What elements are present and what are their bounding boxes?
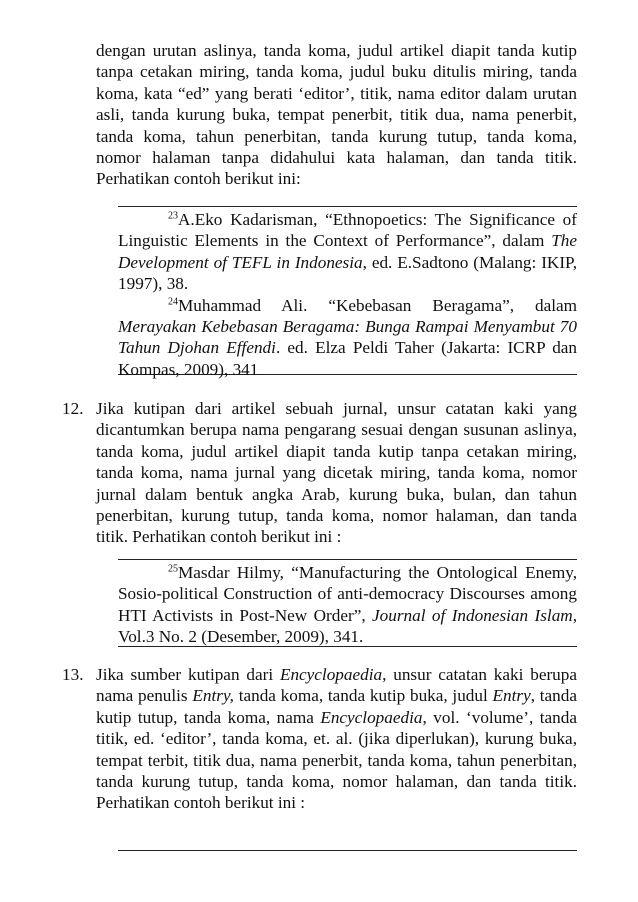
list-item-13 [96, 664, 577, 814]
intro-paragraph: dengan urutan aslinya, tanda koma, judul artikel diapit tanda kutip tanpa cetakan miring, tanda koma, judul buku ditulis miring, tanda koma, kata “ed” yang berati ‘editor’, titik, nama editor dalam urutan asli, tanda kurung buka, tempat penerbit, titik dua, nama penerbit, tanda koma, tahun penerbitan, tanda kurung tutup, tanda koma, nomor halaman tanpa didahului kata halaman, dan tanda titik. Perhatikan contoh berikut ini: [96, 41, 577, 189]
footnote-text: A.Eko Kadarisman, “Ethnopoetics: The Significance of Linguistic Elements in the Context of Performance”, dalam [118, 210, 577, 251]
footnote-text: , Vol.3 No. 2 (Desember, 2009), 341. [118, 605, 577, 647]
list-item-12: Jika kutipan dari artikel sebuah jurnal, unsur catatan kaki yang dicantumkan berupa nama pengarang sesuai dengan susunan aslinya, tanda koma, judul artikel diapit tanda kutip tanpa cetakan miring, tanda koma, nama jurnal yang dicetak miring, tanda koma, nomor jurnal dalam bentuk angka Arab, kurung buka, bulan, dan tahun penerbitan, kurung tutup, tanda koma, nomor halaman, dan tanda titik. Perhatikan contoh berikut ini : [96, 399, 577, 547]
italic-run: Encyclopaedia [279, 665, 383, 684]
footnote-italic-title: Merayakan Kebebasan Beragama: Bunga Rampai Menyambut 70 Tahun Djohan Effendi [118, 317, 577, 358]
text-run: tanda koma, tanda kutip buka, judul [233, 686, 493, 706]
italic-run: Encyclopaedia [320, 707, 423, 727]
text-run: , vol. ‘volume’, tanda titik, ed. ‘editor’, tanda koma, et. al. (jika diperlukan), kurung buka, tempat terbit, titik dua, nama penerbit, tanda koma, tahun penerbitan, tanda kurung tutup, tanda koma, nomor halaman, dan tanda titik. Perhatikan contoh berikut ini : [96, 707, 578, 813]
footnote-italic-title: Journal of Indonesian Islam [372, 605, 573, 625]
text-run: , unsur catatan kaki berupa nama penulis [96, 665, 577, 706]
footnote-separator-rule [118, 850, 577, 851]
footnote-block-1 [118, 206, 578, 379]
footnote-text: Masdar Hilmy, “Manufacturing the Ontological Enemy, Sosio-political Construction of anti-democracy Discourses among HTI Activists in Post-New Order”, [118, 563, 577, 625]
footnote-25 [118, 562, 577, 648]
footnote-number: 24 [168, 295, 178, 307]
footnote-text: . ed. Elza Peldi Taher (Jakarta: ICRP dan Kompas, 2009), 341 [118, 338, 578, 379]
footnote-italic-title: The Development of TEFL in Indonesia [118, 231, 577, 272]
italic-run: Entry, [192, 686, 234, 706]
list-number-13: 13. [62, 665, 84, 684]
footnote-number: 25 [168, 563, 178, 575]
list-number-12: 12. [62, 399, 84, 418]
italic-run: Entry [492, 686, 531, 706]
footnote-24 [118, 295, 577, 381]
footnote-block-2 [118, 559, 577, 647]
footnote-23 [118, 209, 577, 295]
text-run: Jika sumber kutipan dari [96, 665, 280, 684]
footnote-text: Muhammad Ali. “Kebebasan Beragama”, dalam [178, 295, 577, 315]
footnote-number: 23 [168, 210, 178, 222]
footnote-text: , ed. E.Sadtono (Malang: IKIP, 1997), 38. [118, 252, 578, 294]
text-run: , tanda kutip tutup, tanda koma, nama [96, 686, 577, 727]
